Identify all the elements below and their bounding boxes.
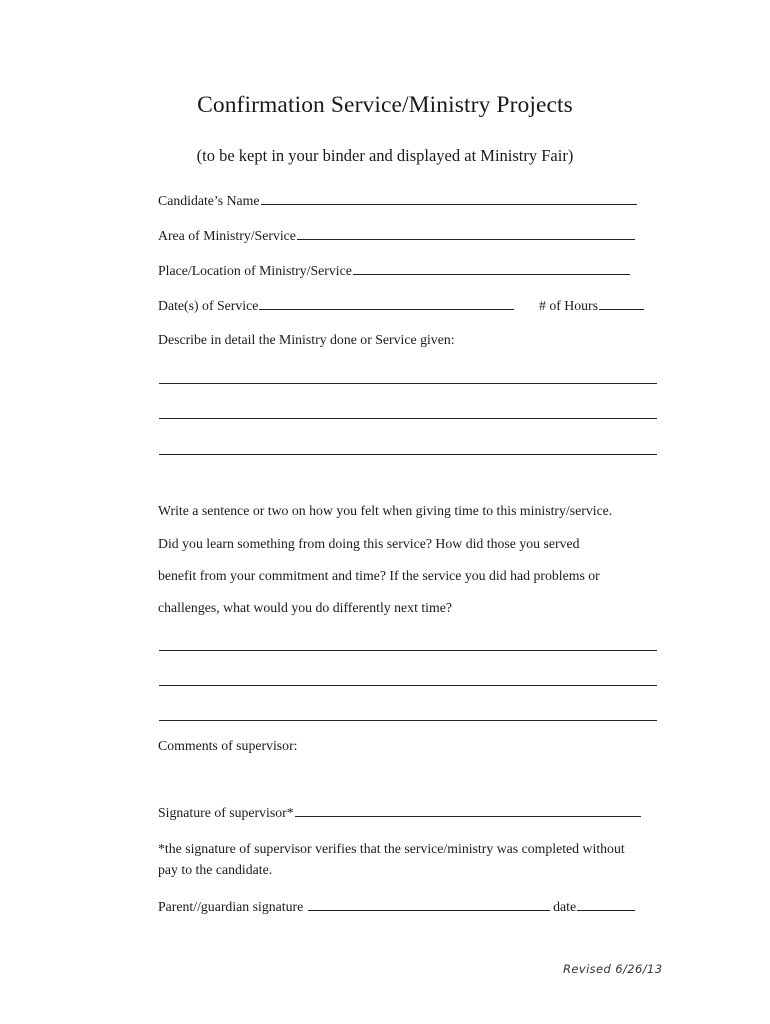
supervisor-footnote: *the signature of supervisor verifies that the service/ministry was completed without pay to the candidate. [158,841,625,877]
page-subtitle: (to be kept in your binder and displayed at Ministry Fair) [196,146,574,165]
parent-signature-row [158,897,635,916]
supervisor-signature-label: Signature of supervisor* [158,805,294,820]
revised-note: Revised 6/26/13 [563,962,663,976]
describe-line-2[interactable] [159,418,657,419]
describe-line-1[interactable] [159,383,657,384]
describe-label: Describe in detail the Ministry done or Service given: [158,332,455,347]
hours-label: # of Hours [539,298,599,313]
reflection-answer-line-1[interactable] [159,650,657,651]
reflection-line-2: Did you learn something from doing this service? How did those you served [158,536,580,551]
hours-row [539,296,644,315]
candidate-name-field[interactable] [261,191,637,205]
reflection-line-4: challenges, what would you do differently next time? [158,600,452,615]
supervisor-signature-field[interactable] [295,803,641,817]
place-label: Place/Location of Ministry/Service [158,263,352,278]
page-title: Confirmation Service/Ministry Projects [197,92,573,118]
date-label: date [549,899,577,914]
dates-row [158,296,514,315]
parent-signature-field[interactable] [308,897,550,911]
candidate-name-row [158,191,637,210]
dates-label: Date(s) of Service [158,298,259,313]
describe-line-3[interactable] [159,454,657,455]
area-label: Area of Ministry/Service [158,228,296,243]
candidate-name-label: Candidate’s Name [158,193,260,208]
reflection-line-3: benefit from your commitment and time? If the service you did had problems or [158,568,600,583]
supervisor-comments-label: Comments of supervisor: [158,738,298,753]
dates-field[interactable] [259,296,514,310]
reflection-answer-line-2[interactable] [159,685,657,686]
place-field[interactable] [353,261,630,275]
reflection-answer-line-3[interactable] [159,720,657,721]
area-field[interactable] [297,226,635,240]
hours-field[interactable] [599,296,644,310]
date-field[interactable] [577,897,635,911]
parent-signature-label: Parent//guardian signature [158,899,307,914]
supervisor-signature-row [158,803,641,822]
area-row [158,226,635,245]
reflection-line-1: Write a sentence or two on how you felt when giving time to this ministry/service. [158,503,613,518]
place-row [158,261,630,280]
